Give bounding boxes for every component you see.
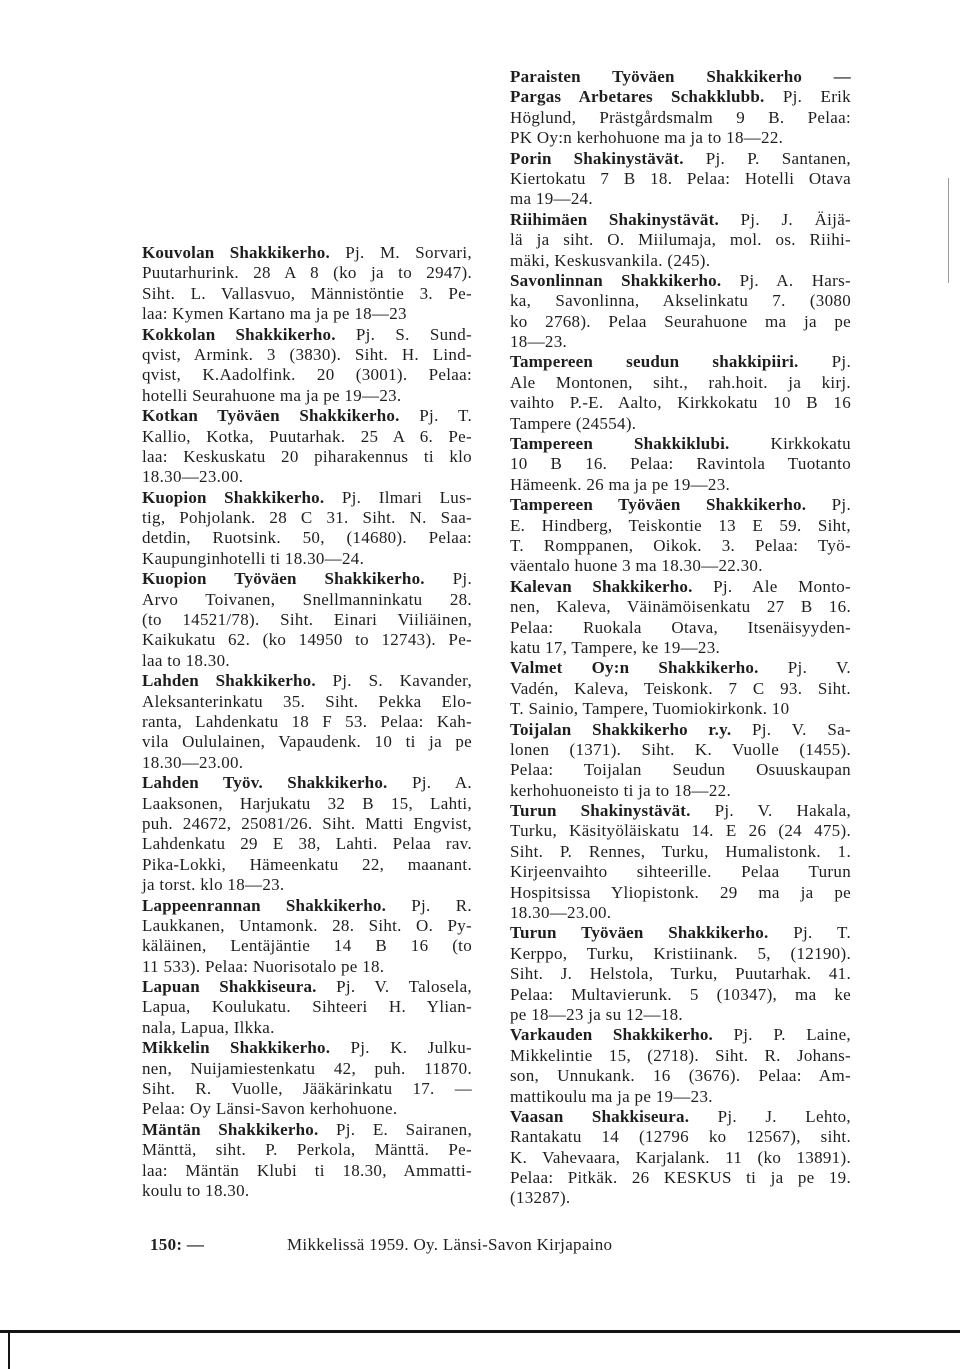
entry-line [510,1087,851,1107]
entry-text: nala, Lapua, Ilkka. [142,1017,275,1037]
entry-line [510,1188,851,1208]
entry-line [510,1005,851,1025]
club-name: Kalevan Shakkikerho. [510,576,693,596]
entry-text: qvist, K.Aadolfink. 20 (3001). Pelaa: [142,365,472,385]
club-name: Toijalan Shakkikerho r.y. [510,719,732,739]
entry-text: Pj. R. [411,895,472,915]
entry-line [142,365,472,385]
entry-line [510,699,851,719]
club-entry [142,671,472,773]
entry-line [142,304,472,324]
club-entry [142,1120,472,1202]
entry-line [142,1120,472,1140]
entry-line [510,1066,851,1086]
entry-text: Rantakatu 14 (12796 ko 12567), siht. [510,1127,851,1147]
club-name: Porin Shakinystävät. [510,148,684,168]
entry-text: 18.30—23.00. [142,752,244,772]
club-name: Vaasan Shakkiseura. [510,1106,690,1126]
entry-text: Kirkkokatu [770,434,851,454]
entry-line [142,549,472,569]
entry-line [142,814,472,834]
club-name: Tampereen seudun shakkipiiri. [510,352,799,372]
entry-line [142,916,472,936]
entry-text: Siht. L. Vallasvuo, Männistöntie 3. Pe- [142,283,472,303]
club-entry [510,923,851,1025]
entry-text: Pj. [831,352,851,372]
entry-line [142,427,472,447]
entry-line [142,406,472,426]
entry-line [142,630,472,650]
entry-line [142,590,472,610]
entry-text: koulu to 18.30. [142,1180,250,1200]
page-number: 150: — [150,1235,205,1254]
entry-line [510,944,851,964]
entry-text: Pelaa: Oy Länsi-Savon kerhohuone. [142,1099,398,1119]
entry-line [510,352,851,372]
entry-line [142,386,472,406]
entry-text: Lahdenkatu 29 E 38, Lahti. Pelaa rav. [142,834,472,854]
entry-text: 10 B 16. Pelaa: Ravintola Tuotanto [510,454,851,474]
entry-line [510,862,851,882]
entry-line [142,753,472,773]
club-name: Pargas Arbetares Schakklubb. [510,87,765,107]
entry-text: Turku, Käsityöläiskatu 14. E 26 (24 475). [510,821,851,841]
club-name: Turun Shakinystävät. [510,801,691,821]
club-name: Mäntän Shakkikerho. [142,1119,319,1139]
club-entry [510,577,851,659]
entry-text: PK Oy:n kerhohuone ma ja to 18—22. [510,128,784,148]
entry-text: Pj. [452,569,472,589]
entry-line [510,1046,851,1066]
entry-text: detdin, Ruotsink. 50, (14680). Pelaa: [142,528,472,548]
entry-text: Tampere (24554). [510,413,637,433]
entry-text: Pelaa: Pitkäk. 26 KESKUS ti ja pe 19. [510,1168,851,1188]
entry-text: Kirjeenvaihto sihteerille. Pelaa Turun [510,862,851,882]
club-entry [142,773,472,895]
entry-line [142,1059,472,1079]
entry-line [142,651,472,671]
entry-line [510,414,851,434]
entry-line [510,1168,851,1188]
entry-text: 18.30—23.00. [510,903,612,923]
entry-line [142,325,472,345]
entry-text: nen, Nuijamiestenkatu 42, puh. 11870. [142,1058,472,1078]
entry-line [142,671,472,691]
club-entry [510,434,851,495]
club-name: Paraisten Työväen Shakkikerho — [510,67,851,86]
entry-line [510,883,851,903]
entry-text: Pj. Ale Monto- [713,576,851,596]
entry-line [510,495,851,515]
entry-text: Pj. Erik [782,87,851,107]
entry-line [510,393,851,413]
entry-line [510,251,851,271]
entry-text: vaihto P.-E. Aalto, Kirkkokatu 10 B 16 [510,393,851,413]
entry-line [510,556,851,576]
club-name: Kotkan Työväen Shakkikerho. [142,406,400,426]
entry-line [142,1038,472,1058]
club-name: Valmet Oy:n Shakkikerho. [510,658,759,678]
club-name: Lappeenrannan Shakkikerho. [142,895,387,915]
entry-text: Arvo Toivanen, Snellmanninkatu 28. [142,589,472,609]
entry-text: (13287). [510,1188,571,1208]
club-entry [510,67,851,149]
club-entry [142,896,472,978]
entry-line [510,577,851,597]
entry-line [510,658,851,678]
entry-line [142,1079,472,1099]
entry-line [142,488,472,508]
entry-text: Siht. R. Vuolle, Jääkärinkatu 17. — [142,1079,472,1099]
club-entry [510,352,851,434]
entry-line [510,189,851,209]
entry-text: laa: Keskuskatu 20 piharakennus ti klo [142,446,472,466]
club-entry [142,569,472,671]
imprint: Mikkelissä 1959. Oy. Länsi-Savon Kirjapaino [287,1235,613,1254]
entry-text: väentalo huone 3 ma 18.30—22.30. [510,556,763,576]
club-name: Savonlinnan Shakkikerho. [510,270,722,290]
entry-text: Pj. T. [419,406,472,426]
entry-text: Kallio, Kotka, Puutarhak. 25 A 6. Pe- [142,426,472,446]
bottom-rule [0,1330,960,1333]
left-column [142,243,472,1201]
entry-text: Lapua, Koulukatu. Sihteeri H. Ylian- [142,997,472,1017]
entry-text: Pj. Ilmari Lus- [341,487,472,507]
entry-text: vila Oululainen, Vapaudenk. 10 ti ja pe [142,732,472,752]
entry-text: nen, Kaleva, Väinämöisenkatu 27 B 16. [510,597,851,617]
entry-line [510,720,851,740]
entry-text: Kaikukatu 62. (ko 14950 to 12743). Pe- [142,630,472,650]
entry-line [510,597,851,617]
entry-text: Pj. E. Sairanen, [335,1119,472,1139]
entry-text: Pj. V. Talosela, [336,977,472,997]
entry-text: Pj. V. [787,658,851,678]
entry-text: (to 14521/78). Siht. Einari Viiliäinen, [142,610,472,630]
entry-line [142,1161,472,1181]
entry-text: katu 17, Tampere, ke 19—23. [510,637,721,657]
entry-text: mattikoulu ma ja pe 19—23. [510,1086,713,1106]
entry-line [510,964,851,984]
club-entry [510,1025,851,1107]
entry-line [142,284,472,304]
club-entry [510,658,851,719]
entry-text: Kiertokatu 7 B 18. Pelaa: Hotelli Otava [510,168,851,188]
entry-text: Aleksanterinkatu 35. Siht. Pekka Elo- [142,691,472,711]
entry-line [510,1025,851,1045]
entry-line [142,467,472,487]
entry-line [510,271,851,291]
entry-text: puh. 24672, 25081/26. Siht. Matti Engvist, [142,813,472,833]
entry-line [142,875,472,895]
entry-text: Pika-Lokki, Hämeenkatu 22, maanant. [142,854,472,874]
entry-text: lonen (1371). Siht. K. Vuolle (1455). [510,739,851,759]
club-name: Lapuan Shakkiseura. [142,977,317,997]
entry-line [142,1140,472,1160]
entry-line [142,263,472,283]
entry-line [142,712,472,732]
entry-text: son, Unnukank. 16 (3676). Pelaa: Am- [510,1066,851,1086]
entry-line [142,794,472,814]
entry-text: Pj. P. Santanen, [705,148,851,168]
club-name: Lahden Shakkikerho. [142,671,316,691]
scan-artifact-line [948,178,949,283]
entry-line [142,1181,472,1201]
entry-line [142,345,472,365]
entry-text: T. Sainio, Tampere, Tuomiokirkonk. 10 [510,699,790,719]
entry-text: Hämeenk. 26 ma ja pe 19—23. [510,474,731,494]
entry-line [142,508,472,528]
entry-line [510,475,851,495]
entry-text: Vadén, Kaleva, Teiskonk. 7 C 93. Siht. [510,678,851,698]
entry-text: mäki, Keskusvankila. (245). [510,250,711,270]
club-name: Tampereen Shakkiklubi. [510,434,730,454]
entry-line [142,957,472,977]
entry-line [510,679,851,699]
club-name: Riihimäen Shakinystävät. [510,209,719,229]
entry-line [510,128,851,148]
entry-text: Mikkelintie 15, (2718). Siht. R. Johans- [510,1045,851,1065]
entry-line [142,977,472,997]
club-name: Tampereen Työväen Shakkikerho. [510,495,807,515]
entry-line [510,821,851,841]
entry-line [510,740,851,760]
entry-line [142,447,472,467]
entry-text: Laaksonen, Harjukatu 32 B 15, Lahti, [142,793,472,813]
entry-text: qvist, Armink. 3 (3830). Siht. H. Lind- [142,344,472,364]
club-entry [142,243,472,325]
entry-line [142,936,472,956]
entry-text: Höglund, Prästgårdsmalm 9 B. Pelaa: [510,107,851,127]
club-entry [142,488,472,570]
club-name: Kuopion Työväen Shakkikerho. [142,569,425,589]
club-entry [510,720,851,802]
entry-text: 18—23. [510,332,568,352]
entry-line [142,855,472,875]
club-name: Kouvolan Shakkikerho. [142,243,330,262]
entry-text: Pj. T. [793,923,851,943]
club-name: Turun Työväen Shakkikerho. [510,923,769,943]
entry-text: käläinen, Lentäjäntie 14 B 16 (to [142,936,472,956]
entry-line [142,610,472,630]
entry-line [510,985,851,1005]
entry-text: lä ja siht. O. Miilumaja, mol. os. Riihi- [510,230,851,250]
entry-text: Pj. V. Sa- [752,719,851,739]
entry-text: Pj. K. Julku- [350,1038,472,1058]
entry-line [510,638,851,658]
club-entry [142,325,472,407]
entry-line [510,618,851,638]
entry-line [142,692,472,712]
entry-text: 11 533). Pelaa: Nuorisotalo pe 18. [142,956,385,976]
entry-text: ma 19—24. [510,189,593,209]
entry-text: 18.30—23.00. [142,467,244,487]
entry-text: Pj. A. [411,773,472,793]
entry-line [510,781,851,801]
entry-line [142,773,472,793]
entry-text: kerhohuoneisto ti ja to 18—22. [510,780,732,800]
entry-text: Ale Montonen, siht., rah.hoit. ja kirj. [510,372,851,392]
entry-line [142,1018,472,1038]
entry-text: Pj. [831,495,851,515]
entry-text: Pj. P. Laine, [733,1025,851,1045]
entry-text: tig, Pohjolank. 28 C 31. Siht. N. Saa- [142,508,472,528]
entry-text: Pj. J. Äijä- [740,209,852,229]
entry-text: Pj. V. Hakala, [714,801,851,821]
club-entry [142,406,472,488]
entry-text: Pj. M. Sorvari, [345,243,472,262]
club-entry [142,977,472,1038]
entry-text: Pj. S. Kavander, [332,671,472,691]
club-entry [510,801,851,923]
entry-text: Kaupunginhotelli ti 18.30—24. [142,548,365,568]
entry-line [510,1127,851,1147]
entry-line [510,169,851,189]
entry-text: E. Hindberg, Teiskontie 13 E 59. Siht, [510,515,851,535]
entry-line [510,801,851,821]
entry-text: Siht. P. Rennes, Turku, Humalistonk. 1. [510,841,851,861]
entry-text: Mänttä, siht. P. Perkola, Mänttä. Pe- [142,1140,472,1160]
entry-line [142,732,472,752]
entry-line [510,842,851,862]
entry-text: Laukkanen, Untamonk. 28. Siht. O. Py- [142,915,472,935]
club-entry [510,495,851,577]
entry-text: laa: Kymen Kartano ma ja pe 18—23 [142,304,407,324]
entry-line [510,454,851,474]
right-column [510,67,851,1209]
entry-line [510,67,851,87]
entry-line [510,149,851,169]
entry-line [510,903,851,923]
entry-text: laa to 18.30. [142,650,230,670]
entry-line [510,312,851,332]
club-name: Lahden Työv. Shakkikerho. [142,773,388,793]
entry-line [142,243,472,263]
club-name: Varkauden Shakkikerho. [510,1025,714,1045]
entry-text: laa: Mäntän Klubi ti 18.30, Ammatti- [142,1160,472,1180]
entry-line [510,434,851,454]
entry-text: Pj. A. Hars- [739,270,851,290]
club-name: Mikkelin Shakkikerho. [142,1038,331,1058]
entry-text: Hospitsissa Yliopistonk. 29 ma ja pe [510,882,851,902]
entry-text: Puutarhurink. 28 A 8 (ko ja to 2947). [142,263,472,283]
entry-line [142,528,472,548]
entry-text: Pelaa: Toijalan Seudun Osuuskaupan [510,760,851,780]
entry-line [142,896,472,916]
entry-text: ko 2768). Pelaa Seurahuone ma ja pe [510,311,851,331]
entry-line [510,1107,851,1127]
entry-text: Pelaa: Multavierunk. 5 (10347), ma ke [510,984,851,1004]
entry-line [510,291,851,311]
club-entry [510,210,851,271]
entry-line [510,760,851,780]
entry-line [510,332,851,352]
entry-line [142,834,472,854]
entry-text: Siht. J. Helstola, Turku, Puutarhak. 41. [510,964,851,984]
entry-text: Pj. S. Sund- [355,324,472,344]
entry-line [510,87,851,107]
bottom-rule-tick [8,1330,10,1369]
club-entry [510,271,851,353]
entry-text: ja torst. klo 18—23. [142,875,285,895]
club-entry [142,1038,472,1120]
club-entry [510,149,851,210]
entry-line [142,1099,472,1119]
entry-text: ka, Savonlinna, Akselinkatu 7. (3080 [510,291,851,311]
entry-text: Pj. J. Lehto, [717,1106,851,1126]
entry-line [510,230,851,250]
entry-text: ranta, Lahdenkatu 18 F 53. Pelaa: Kah- [142,711,472,731]
club-name: Kokkolan Shakkikerho. [142,324,336,344]
entry-line [510,210,851,230]
entry-line [142,569,472,589]
entry-text: K. Vahevaara, Karjalank. 11 (ko 13891). [510,1147,851,1167]
club-entry [510,1107,851,1209]
entry-line [142,997,472,1017]
entry-line [510,1148,851,1168]
club-name: Kuopion Shakkikerho. [142,487,325,507]
entry-line [510,923,851,943]
entry-text: hotelli Seurahuone ma ja pe 19—23. [142,385,402,405]
entry-line [510,516,851,536]
entry-text: T. Romppanen, Oikok. 3. Pelaa: Työ- [510,535,851,555]
entry-text: Pelaa: Ruokala Otava, Itsenäisyyden- [510,617,851,637]
entry-line [510,536,851,556]
entry-line [510,373,851,393]
entry-text: Kerppo, Turku, Kristiinank. 5, (12190). [510,943,851,963]
entry-line [510,108,851,128]
entry-text: pe 18—23 ja su 12—18. [510,1004,683,1024]
